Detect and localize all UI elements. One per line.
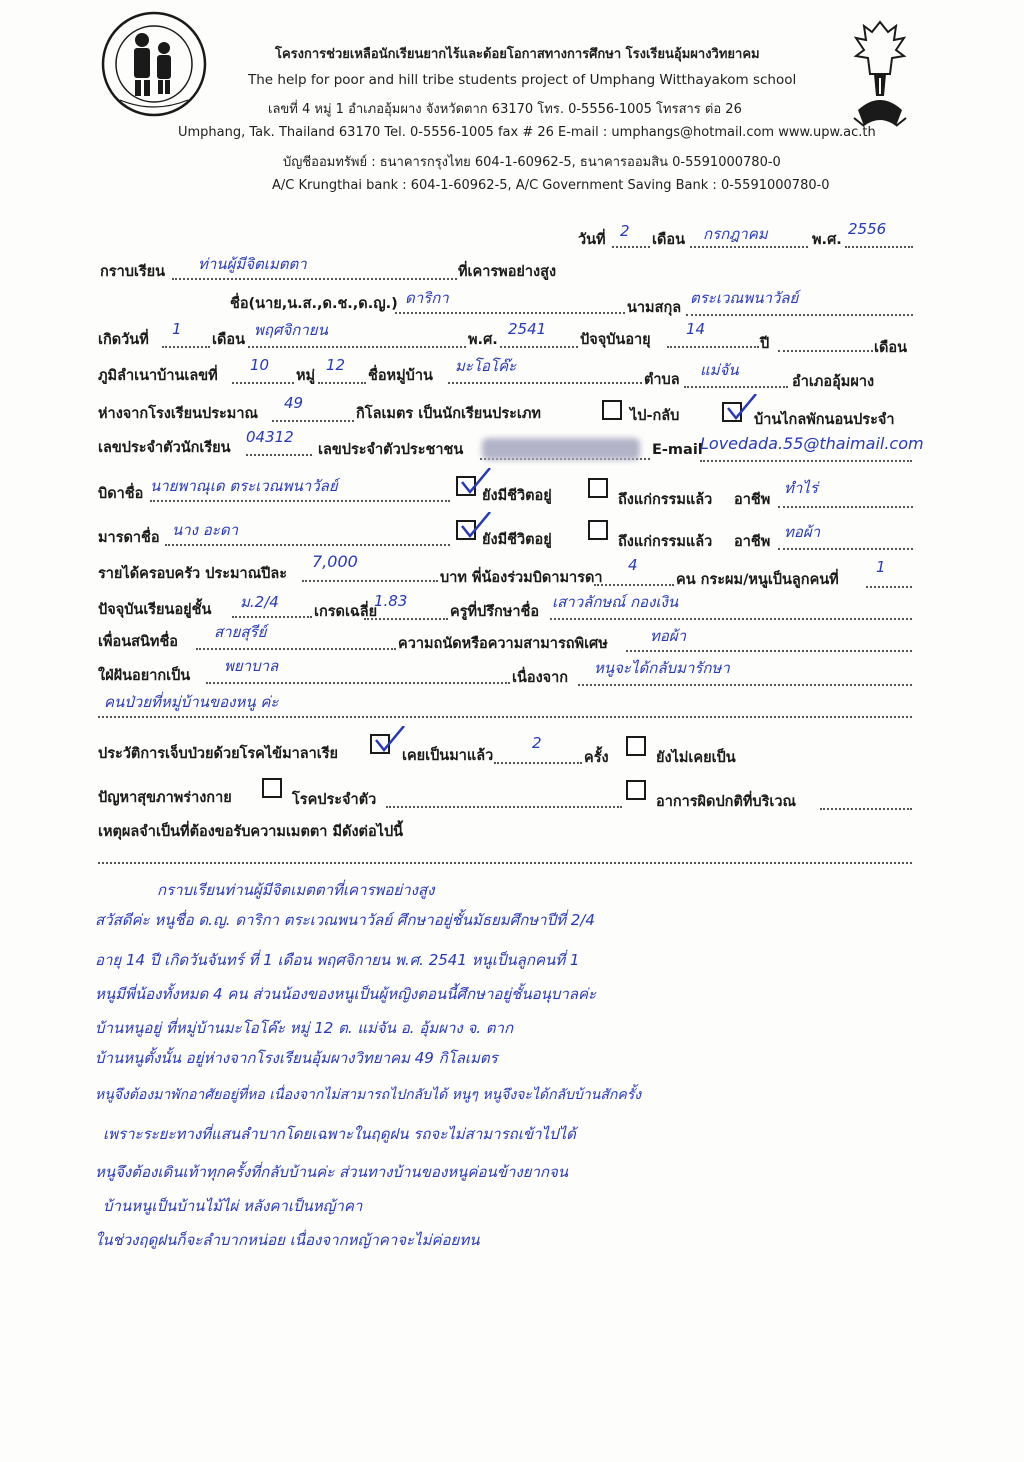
malaria-times-value: 2: [532, 734, 542, 752]
father-job-value: ทำไร่: [784, 479, 818, 497]
month-unit: เดือน: [874, 340, 907, 356]
malaria-yes-checkbox[interactable]: [370, 734, 390, 754]
born-year-value: 2541: [508, 320, 547, 338]
born-month-value: พฤศจิกายน: [254, 321, 328, 339]
house-value: 10: [250, 356, 270, 374]
age-unit: ปี: [760, 336, 770, 352]
name-value: ดาริกา: [405, 289, 449, 307]
father-value: นายพาณุเด ตระเวณพนาวัลย์: [150, 477, 338, 495]
gpa-value: 1.83: [374, 592, 408, 610]
essay-line: เพราะระยะทางที่แสนลำบากโดยเฉพาะในฤดูฝน รถจะไม่สามารถเข้าไปได้: [103, 1125, 576, 1143]
essay-line: บ้านหนูเป็นบ้านไม้ไผ่ หลังคาเป็นหญ้าคา: [103, 1197, 363, 1215]
skill-label: ความถนัดหรือความสามารถพิเศษ: [398, 636, 608, 652]
village-label: ชื่อหมู่บ้าน: [368, 368, 433, 384]
essay-line: อายุ 14 ปี เกิดวันจันทร์ ที่ 1 เดือน พฤศจิกายน พ.ศ. 2541 หนูเป็นลูกคนที่ 1: [95, 951, 580, 969]
essay-line: หนูจึงต้องเดินเท้าทุกครั้งที่กลับบ้านค่ะ ส่วนทางบ้านของหนูค่อนข้างยากจน: [95, 1163, 569, 1181]
student-id-label: เลขประจำตัวนักเรียน: [98, 440, 231, 456]
essay-line: หนูมีพี่น้องทั้งหมด 4 คน ส่วนน้องของหนูเป็นผู้หญิงตอนนี้ศึกษาอยู่ชั้นอนุบาลค่ะ: [95, 985, 597, 1003]
malaria-no-label: ยังไม่เคยเป็น: [656, 750, 736, 766]
father-label: บิดาชื่อ: [98, 486, 144, 502]
income-label: รายได้ครอบครัว ประมาณปีละ: [98, 566, 288, 582]
citizen-id-redacted: [482, 438, 640, 460]
distance-value: 49: [284, 394, 304, 412]
email-value: Lovedada.55@thaimail.com: [700, 434, 924, 453]
skill-value: ทอผ้า: [650, 627, 687, 645]
village-value: มะโอโค๊ะ: [455, 357, 517, 375]
mother-dead-checkbox[interactable]: [588, 520, 608, 540]
date-year-label: พ.ศ.: [812, 232, 842, 248]
malaria-yes-label: เคยเป็นมาแล้ว: [402, 748, 494, 764]
school-emblem: [850, 18, 910, 138]
tambon-label: ตำบล: [644, 372, 680, 388]
moo-value: 12: [326, 356, 346, 374]
mother-alive-label: ยังมีชีวิตอยู่: [482, 532, 552, 548]
because-value-2: คนป่วยที่หมู่บ้านของหนู ค่ะ: [104, 693, 279, 711]
student-id-value: 04312: [246, 428, 294, 446]
siblings-value: 4: [628, 556, 638, 574]
mother-dead-label: ถึงแก่กรรมแล้ว: [618, 534, 713, 550]
because-label: เนื่องจาก: [512, 670, 569, 686]
father-job-label: อาชีพ: [734, 492, 771, 508]
school-project-logo: [100, 10, 208, 118]
grade-value: ม.2/4: [240, 593, 279, 611]
email-label: E-mail: [652, 442, 703, 458]
date-day-value: 2: [620, 222, 630, 240]
type-boarding-checkbox[interactable]: [722, 402, 742, 422]
essay-line: หนูจึงต้องมาพักอาศัยอยู่ที่หอ เนื่องจากไม่สามารถไปกลับได้ หนูๆ หนูจึงจะได้กลับบ้านสักครั้ง: [95, 1087, 642, 1103]
surname-value: ตระเวณพนาวัลย์: [690, 289, 799, 307]
malaria-no-checkbox[interactable]: [626, 736, 646, 756]
moo-label: หมู่: [296, 368, 316, 384]
salute-value: ท่านผู้มีจิตเมตตา: [198, 255, 307, 273]
type-boarding-label: บ้านไกลพักนอนประจำ: [754, 412, 895, 428]
reason-essay: [95, 878, 935, 1278]
type-daily-label: ไป-กลับ: [630, 408, 680, 424]
house-label: ภูมิลำเนาบ้านเลขที่: [98, 368, 218, 384]
date-year-value: 2556: [848, 220, 887, 238]
header-title-th: โครงการช่วยเหลือนักเรียนยากไร้และด้อยโอกาสทางการศึกษา โรงเรียนอุ้มผางวิทยาคม: [275, 47, 760, 62]
father-alive-checkbox[interactable]: [456, 476, 476, 496]
health-label: ปัญหาสุขภาพร่างกาย: [98, 790, 232, 806]
age-value: 14: [686, 320, 706, 338]
father-alive-label: ยังมีชีวิตอยู่: [482, 488, 552, 504]
income-value: 7,000: [312, 552, 358, 571]
teacher-label: ครูที่ปรึกษาชื่อ: [450, 604, 540, 620]
born-day-value: 1: [172, 320, 182, 338]
chronic-label: โรคประจำตัว: [292, 792, 377, 808]
abnormal-label: อาการผิดปกติที่บริเวณ: [656, 794, 796, 810]
name-label: ชื่อ(นาย,น.ส.,ด.ช.,ด.ญ.): [230, 296, 398, 312]
because-value: หนูจะได้กลับมารักษา: [594, 659, 730, 677]
salute-suffix: ที่เคารพอย่างสูง: [458, 264, 557, 280]
type-daily-checkbox[interactable]: [602, 400, 622, 420]
citizen-id-label: เลขประจำตัวประชาชน: [318, 442, 464, 458]
gpa-label: เกรดเฉลี่ย: [314, 604, 378, 620]
essay-line: ในช่วงฤดูฝนก็จะลำบากหน่อย เนื่องจากหญ้าคาจะไม่ค่อยทน: [95, 1231, 480, 1249]
chronic-checkbox[interactable]: [262, 778, 282, 798]
distance-label: ห่างจากโรงเรียนประมาณ: [98, 406, 258, 422]
friend-value: สายสุรีย์: [214, 623, 267, 641]
surname-label: นามสกุล: [627, 300, 682, 316]
date-month-label: เดือน: [652, 232, 685, 248]
abnormal-checkbox[interactable]: [626, 780, 646, 800]
date-month-value: กรกฎาคม: [703, 225, 768, 243]
salute-label: กราบเรียน: [100, 264, 166, 280]
friend-label: เพื่อนสนิทชื่อ: [98, 634, 179, 650]
malaria-label: ประวัติการเจ็บป่วยด้วยโรคไข้มาลาเรีย: [98, 746, 339, 762]
mother-job-value: ทอผ้า: [784, 523, 821, 541]
born-year-label: พ.ศ.: [468, 332, 498, 348]
grade-label: ปัจจุบันเรียนอยู่ชั้น: [98, 602, 212, 618]
header-title-en: The help for poor and hill tribe students project of Umphang Witthayakom school: [248, 72, 797, 88]
tambon-value: แม่จัน: [700, 361, 739, 379]
header-bank-en: A/C Krungthai bank : 604-1-60962-5, A/C Government Saving Bank : 0-5591000780-0: [272, 178, 830, 193]
amphoe-label: อำเภออุ้มผาง: [792, 374, 875, 390]
essay-line: บ้านหนูอยู่ ที่หมู่บ้านมะโอโค๊ะ หมู่ 12 ต. แม่จัน อ. อุ้มผาง จ. ตาก: [95, 1019, 514, 1037]
distance-unit: กิโลเมตร เป็นนักเรียนประเภท: [356, 406, 541, 422]
mother-alive-checkbox[interactable]: [456, 520, 476, 540]
header-bank-th: บัญชีออมทรัพย์ : ธนาคารกรุงไทย 604-1-60962-5, ธนาคารออมสิน 0-5591000780-0: [283, 155, 781, 170]
child-no-value: 1: [876, 558, 886, 576]
header-address-en: Umphang, Tak. Thailand 63170 Tel. 0-5556-1005 fax # 26 E-mail : umphangs@hotmail.com www.upw.ac.th: [178, 125, 876, 140]
born-month-label: เดือน: [212, 332, 245, 348]
mother-job-label: อาชีพ: [734, 534, 771, 550]
father-dead-label: ถึงแก่กรรมแล้ว: [618, 492, 713, 508]
mother-label: มารดาชื่อ: [98, 530, 160, 546]
essay-line: บ้านหนูตั้งนั้น อยู่ห่างจากโรงเรียนอุ้มผางวิทยาคม 49 กิโลเมตร: [95, 1049, 498, 1067]
income-unit: บาท พี่น้องร่วมบิดามารดา: [440, 570, 603, 586]
reason-label: เหตุผลจำเป็นที่ต้องขอรับความเมตตา มีดังต่อไปนี้: [98, 824, 404, 840]
malaria-unit: ครั้ง: [584, 750, 609, 766]
siblings-unit: คน กระผม/หนูเป็นลูกคนที่: [676, 572, 839, 588]
father-dead-checkbox[interactable]: [588, 478, 608, 498]
age-label: ปัจจุบันอายุ: [580, 332, 651, 348]
mother-value: นาง อะดา: [172, 521, 238, 539]
header-address-th: เลขที่ 4 หมู่ 1 อำเภออุ้มผาง จังหวัดตาก 63170 โทร. 0-5556-1005 โทรสาร ต่อ 26: [268, 102, 742, 117]
dream-value: พยาบาล: [224, 657, 279, 675]
essay-line: สวัสดีค่ะ หนูชื่อ ด.ญ. ดาริกา ตระเวณพนาวัลย์ ศึกษาอยู่ชั้นมัธยมศึกษาปีที่ 2/4: [95, 911, 595, 929]
dream-label: ใฝ่ฝันอยากเป็น: [98, 668, 191, 684]
essay-line: กราบเรียนท่านผู้มีจิตเมตตาที่เคารพอย่างสูง: [157, 881, 435, 899]
date-day-label: วันที่: [578, 232, 606, 248]
born-day-label: เกิดวันที่: [98, 332, 149, 348]
teacher-value: เสาวลักษณ์ กองเงิน: [552, 593, 679, 611]
